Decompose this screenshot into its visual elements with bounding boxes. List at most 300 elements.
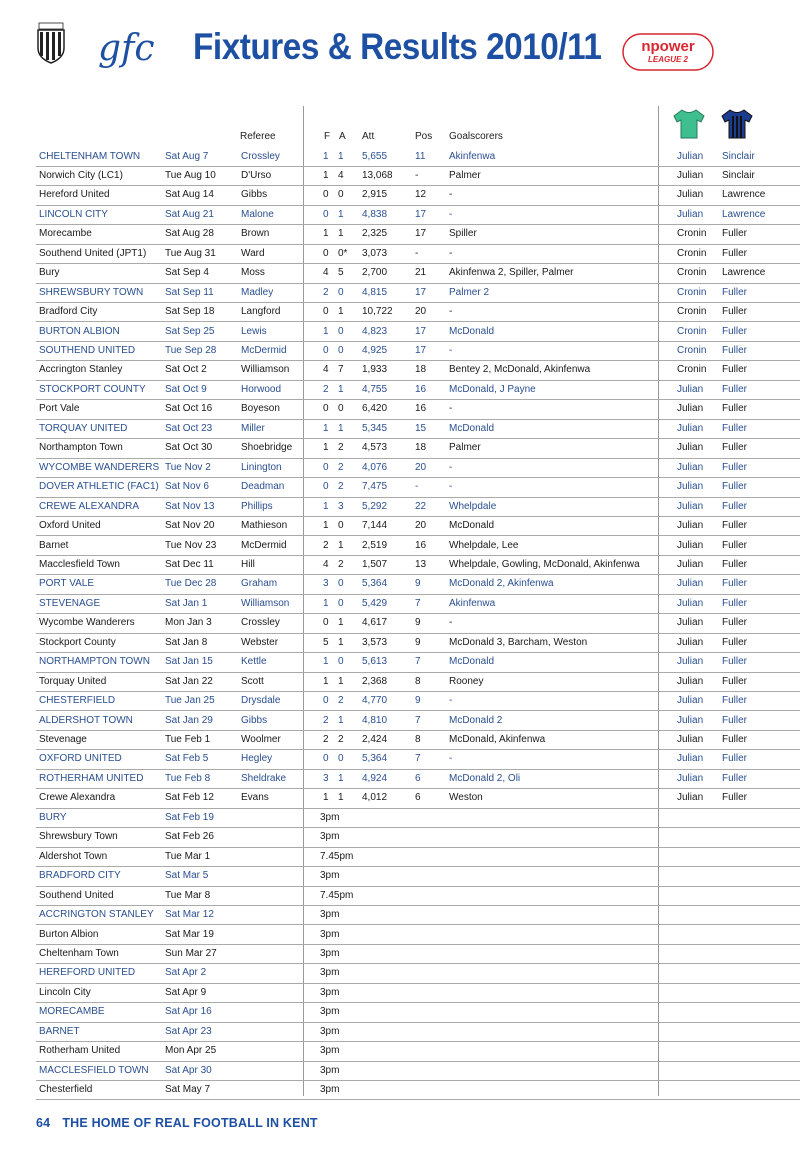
referee-name: Phillips: [241, 500, 273, 512]
match-date: Sat Jan 8: [165, 636, 208, 648]
goals-for: 1: [323, 792, 329, 804]
referee-name: Brown: [241, 228, 270, 240]
attendance: 7,144: [362, 520, 388, 532]
kit-name-away: Fuller: [722, 500, 748, 512]
goals-against: 1: [338, 422, 344, 434]
attendance: 4,770: [362, 695, 388, 707]
league-position: 17: [415, 345, 427, 356]
goalscorers: McDonald 2, Akinfenwa: [449, 578, 554, 590]
kit-name-home: Julian: [677, 578, 704, 590]
match-date: Sat Feb 26: [165, 831, 214, 843]
attendance: 2,368: [362, 675, 388, 687]
away-kit-icon: [720, 108, 754, 140]
kickoff-time: 3pm: [320, 1084, 340, 1096]
kit-name-home: Julian: [677, 500, 704, 512]
result-row: [36, 185, 800, 205]
referee-name: D'Urso: [241, 169, 272, 181]
kickoff-time: 3pm: [320, 909, 340, 921]
attendance: 10,722: [362, 306, 393, 318]
referee-name: Deadman: [241, 481, 285, 493]
goalscorers: McDonald 3, Barcham, Weston: [449, 636, 588, 648]
goalscorers: Weston: [449, 792, 483, 804]
goals-for: 1: [323, 597, 329, 609]
league-position: 16: [415, 403, 427, 415]
opponent-name: Torquay United: [39, 675, 107, 687]
match-date: Sat Nov 6: [165, 481, 209, 493]
kickoff-time: 3pm: [320, 1025, 340, 1037]
goals-against: 0: [338, 656, 344, 668]
goals-against: 0: [338, 578, 344, 590]
goals-against: 2: [338, 695, 344, 707]
goalscorers: Palmer 2: [449, 286, 490, 298]
match-date: Tue Feb 1: [165, 734, 211, 745]
goals-against: 0: [338, 403, 344, 415]
referee-name: Madley: [241, 286, 274, 298]
attendance: 7,475: [362, 481, 388, 493]
goals-against: 0: [338, 753, 344, 765]
goals-against: 0: [338, 345, 344, 356]
referee-name: Woolmer: [241, 734, 281, 745]
sponsor-name: npower: [641, 38, 695, 55]
opponent-name: CREWE ALEXANDRA: [39, 500, 140, 512]
opponent-name: Aldershot Town: [39, 850, 108, 862]
kit-name-home: Julian: [677, 636, 704, 648]
fixture-row: [36, 925, 800, 945]
goals-against: 1: [338, 150, 344, 162]
goals-against: 4: [338, 169, 344, 181]
goalscorers: -: [449, 247, 453, 259]
opponent-name: MORECAMBE: [39, 1006, 105, 1018]
goals-for: 1: [323, 150, 329, 162]
attendance: 5,292: [362, 500, 388, 512]
goals-against: 2: [338, 558, 344, 570]
goals-for: 1: [323, 422, 329, 434]
opponent-name: Shrewsbury Town: [39, 831, 118, 843]
goals-against: 2: [338, 481, 344, 493]
league-position: 9: [415, 578, 421, 590]
goalscorers: -: [449, 481, 453, 493]
league-position: 9: [415, 695, 421, 707]
kickoff-time: 3pm: [320, 1006, 340, 1018]
match-date: Sat Nov 20: [165, 520, 215, 532]
match-date: Sat Oct 2: [165, 364, 207, 376]
match-date: Tue Feb 8: [165, 772, 211, 784]
goals-for: 1: [323, 500, 329, 512]
opponent-name: Northampton Town: [39, 442, 123, 454]
attendance: 3,073: [362, 247, 388, 259]
goalscorers: -: [449, 189, 453, 201]
kit-name-away: Fuller: [722, 461, 748, 473]
kit-name-away: Fuller: [722, 792, 748, 804]
league-position: 18: [415, 364, 427, 376]
match-date: Tue Mar 1: [165, 850, 211, 862]
footer-slogan: THE HOME OF REAL FOOTBALL IN KENT: [62, 1116, 318, 1130]
league-position: 22: [415, 500, 427, 512]
goalscorers: Spiller: [449, 228, 477, 240]
goals-for: 0: [323, 481, 329, 493]
goals-for: 0: [323, 617, 329, 629]
fixture-row: [36, 905, 800, 925]
kit-name-away: Sinclair: [722, 150, 755, 162]
svg-text:gfc: gfc: [98, 28, 155, 69]
goals-for: 0: [323, 306, 329, 318]
referee-name: Hegley: [241, 753, 273, 765]
page-number: 64: [36, 1116, 51, 1130]
goalscorers: McDonald 2, Oli: [449, 772, 521, 784]
referee-name: Hill: [241, 558, 255, 570]
fixture-row: [36, 847, 800, 867]
kit-name-away: Fuller: [722, 442, 748, 454]
opponent-name: CHELTENHAM TOWN: [39, 150, 141, 162]
goals-against: 1: [338, 228, 344, 240]
goals-for: 1: [323, 325, 329, 337]
attendance: 2,325: [362, 228, 388, 240]
goalscorers: McDonald: [449, 422, 495, 434]
kit-name-home: Julian: [677, 442, 704, 454]
kit-name-home: Cronin: [677, 247, 707, 259]
attendance: 5,364: [362, 578, 388, 590]
goals-against: 0: [338, 189, 344, 201]
attendance: 13,068: [362, 169, 393, 181]
goals-for: 1: [323, 520, 329, 532]
kit-name-home: Julian: [677, 189, 704, 201]
kickoff-time: 3pm: [320, 1045, 340, 1057]
goals-for: 3: [323, 772, 329, 784]
result-row: [36, 652, 800, 672]
kit-name-away: Sinclair: [722, 169, 755, 181]
league-position: 9: [415, 617, 421, 629]
goalscorers: Whelpdale, Gowling, McDonald, Akinfenwa: [449, 558, 640, 570]
kit-name-home: Julian: [677, 403, 704, 415]
league-position: 16: [415, 539, 427, 551]
result-row: [36, 360, 800, 380]
match-date: Sat Mar 19: [165, 928, 214, 940]
goals-for: 1: [323, 442, 329, 454]
goals-for: 1: [323, 675, 329, 687]
goals-against: 2: [338, 734, 344, 745]
kit-name-away: Fuller: [722, 675, 748, 687]
opponent-name: Port Vale: [39, 403, 80, 415]
goalscorers: Akinfenwa: [449, 150, 496, 162]
referee-name: Linington: [241, 461, 282, 473]
match-date: Sun Mar 27: [165, 947, 217, 959]
match-date: Sat Jan 29: [165, 714, 213, 726]
page-header: [0, 0, 800, 100]
kit-name-away: Fuller: [722, 383, 748, 395]
kit-name-away: Fuller: [722, 539, 748, 551]
kit-name-home: Julian: [677, 714, 704, 726]
result-row: [36, 555, 800, 575]
kit-name-home: Cronin: [677, 364, 707, 376]
kit-name-away: Fuller: [722, 772, 748, 784]
col-position: Pos: [415, 131, 433, 142]
result-row: [36, 536, 800, 556]
goalscorers: -: [449, 403, 453, 415]
kit-name-away: Fuller: [722, 636, 748, 648]
opponent-name: Barnet: [39, 539, 69, 551]
goals-against: 1: [338, 714, 344, 726]
goalscorers: -: [449, 345, 453, 356]
referee-name: Evans: [241, 792, 269, 804]
goals-against: 1: [338, 772, 344, 784]
referee-name: Ward: [241, 247, 265, 259]
league-position: 20: [415, 461, 427, 473]
league-position: 12: [415, 189, 427, 201]
kit-name-home: Cronin: [677, 325, 707, 337]
opponent-name: DOVER ATHLETIC (FAC1): [39, 481, 159, 493]
referee-name: Kettle: [241, 656, 267, 668]
attendance: 4,012: [362, 792, 388, 804]
kickoff-time: 3pm: [320, 831, 340, 843]
result-row: [36, 691, 800, 711]
kickoff-time: 3pm: [320, 928, 340, 940]
fixture-row: [36, 1041, 800, 1061]
goals-against: 2: [338, 442, 344, 454]
result-row: [36, 147, 800, 167]
result-row: [36, 244, 800, 264]
goals-for: 0: [323, 461, 329, 473]
match-date: Sat Apr 23: [165, 1025, 212, 1037]
league-position: 6: [415, 792, 421, 804]
opponent-name: Macclesfield Town: [39, 558, 120, 570]
result-row: [36, 477, 800, 497]
kit-name-away: Fuller: [722, 520, 748, 532]
result-row: [36, 419, 800, 439]
league-position: 17: [415, 286, 427, 298]
league-position: 11: [415, 150, 426, 162]
kit-name-away: Lawrence: [722, 267, 766, 279]
opponent-name: Burton Albion: [39, 928, 99, 940]
league-position: -: [415, 169, 419, 181]
kit-name-away: Fuller: [722, 597, 748, 609]
kit-name-home: Julian: [677, 597, 704, 609]
match-date: Tue Aug 31: [165, 247, 216, 259]
goals-against: 0: [338, 286, 344, 298]
kit-name-home: Julian: [677, 695, 704, 707]
referee-name: Gibbs: [241, 714, 268, 726]
match-date: Sat Oct 9: [165, 383, 207, 395]
kit-name-away: Lawrence: [722, 208, 766, 220]
match-date: Sat Nov 13: [165, 500, 215, 512]
goals-for: 0: [323, 189, 329, 201]
kit-name-away: Fuller: [722, 734, 748, 745]
kit-name-away: Fuller: [722, 228, 748, 240]
match-date: Sat Sep 18: [165, 306, 215, 318]
goalscorers: Whelpdale: [449, 500, 497, 512]
kit-name-away: Fuller: [722, 364, 748, 376]
result-row: [36, 769, 800, 789]
kit-name-home: Julian: [677, 617, 704, 629]
goals-against: 1: [338, 636, 344, 648]
league-position: 8: [415, 675, 421, 687]
league-position: 15: [415, 422, 427, 434]
match-date: Sat Apr 16: [165, 1006, 212, 1018]
goals-against: 0*: [338, 247, 348, 259]
goals-against: 7: [338, 364, 344, 376]
opponent-name: Stockport County: [39, 636, 116, 648]
opponent-name: BRADFORD CITY: [39, 870, 121, 882]
league-position: 7: [415, 714, 421, 726]
goalscorers: McDonald: [449, 520, 495, 532]
opponent-name: SHREWSBURY TOWN: [39, 286, 144, 298]
match-date: Sat Feb 5: [165, 753, 209, 765]
goals-for: 1: [323, 656, 329, 668]
kit-name-home: Julian: [677, 150, 704, 162]
gfc-logo-icon: [96, 26, 172, 70]
league-position: 20: [415, 306, 427, 318]
kit-name-home: Julian: [677, 481, 704, 493]
kit-name-home: Julian: [677, 772, 704, 784]
goals-for: 0: [323, 695, 329, 707]
match-date: Mon Apr 25: [165, 1045, 217, 1057]
match-date: Sat Apr 30: [165, 1064, 212, 1076]
match-date: Tue Nov 23: [165, 539, 217, 551]
kit-name-away: Fuller: [722, 656, 748, 668]
referee-name: Williamson: [241, 364, 290, 376]
goals-against: 1: [338, 675, 344, 687]
attendance: 4,617: [362, 617, 388, 629]
attendance: 2,519: [362, 539, 388, 551]
result-row: [36, 399, 800, 419]
result-row: [36, 516, 800, 536]
league-position: 18: [415, 442, 427, 454]
attendance: 4,076: [362, 461, 388, 473]
match-date: Sat Oct 23: [165, 422, 213, 434]
match-date: Tue Mar 8: [165, 889, 211, 901]
referee-name: Lewis: [241, 325, 267, 337]
result-row: [36, 749, 800, 769]
match-date: Sat Jan 15: [165, 656, 213, 668]
kickoff-time: 3pm: [320, 967, 340, 979]
goalscorers: -: [449, 695, 453, 707]
goals-for: 5: [323, 636, 329, 648]
page-title: Fixtures & Results 2010/11: [193, 26, 602, 67]
league-position: 17: [415, 325, 427, 337]
opponent-name: Lincoln City: [39, 986, 91, 998]
goals-for: 2: [323, 286, 329, 298]
opponent-name: BURTON ALBION: [39, 325, 120, 337]
league-position: 20: [415, 520, 427, 532]
match-date: Sat Jan 22: [165, 675, 213, 687]
kit-name-home: Julian: [677, 792, 704, 804]
goalscorers: McDonald, J Payne: [449, 383, 536, 395]
opponent-name: ACCRINGTON STANLEY: [39, 909, 154, 921]
opponent-name: LINCOLN CITY: [39, 208, 108, 220]
fixture-row: [36, 983, 800, 1003]
match-date: Sat Feb 12: [165, 792, 214, 804]
fixture-row: [36, 1002, 800, 1022]
league-position: -: [415, 247, 419, 259]
result-row: [36, 788, 800, 808]
opponent-name: Rotherham United: [39, 1045, 121, 1057]
referee-name: Scott: [241, 675, 264, 687]
opponent-name: TORQUAY UNITED: [39, 422, 128, 434]
match-date: Tue Dec 28: [165, 578, 217, 590]
opponent-name: PORT VALE: [39, 578, 95, 590]
kit-name-away: Fuller: [722, 753, 748, 765]
result-row: [36, 574, 800, 594]
league-position: 7: [415, 597, 421, 609]
league-position: 16: [415, 383, 427, 395]
kickoff-time: 7.45pm: [320, 889, 354, 901]
opponent-name: MACCLESFIELD TOWN: [39, 1064, 149, 1076]
match-date: Sat Apr 9: [165, 986, 207, 998]
opponent-name: STOCKPORT COUNTY: [39, 383, 146, 395]
goals-against: 3: [338, 500, 344, 512]
referee-name: Graham: [241, 578, 278, 590]
match-date: Sat Oct 30: [165, 442, 213, 454]
referee-name: Crossley: [241, 617, 280, 629]
match-date: Sat Sep 25: [165, 325, 215, 337]
result-row: [36, 341, 800, 361]
goals-for: 1: [323, 169, 329, 181]
referee-name: Langford: [241, 306, 281, 318]
kit-name-home: Julian: [677, 461, 704, 473]
result-row: [36, 458, 800, 478]
goalscorers: Bentey 2, McDonald, Akinfenwa: [449, 364, 591, 376]
referee-name: Sheldrake: [241, 772, 287, 784]
kickoff-time: 3pm: [320, 811, 340, 823]
league-position: 13: [415, 558, 427, 570]
attendance: 4,573: [362, 442, 388, 454]
opponent-name: Oxford United: [39, 520, 101, 532]
fixture-row: [36, 886, 800, 906]
match-date: Sat Sep 11: [165, 286, 214, 298]
result-row: [36, 263, 800, 283]
goals-for: 4: [323, 364, 329, 376]
referee-name: Shoebridge: [241, 442, 293, 454]
goalscorers: -: [449, 306, 453, 318]
kit-name-away: Fuller: [722, 345, 748, 356]
kit-name-away: Fuller: [722, 325, 748, 337]
match-date: Sat Aug 14: [165, 189, 214, 201]
fixture-row: [36, 1061, 800, 1081]
league-position: 21: [415, 267, 427, 279]
kickoff-time: 3pm: [320, 986, 340, 998]
kickoff-time: 3pm: [320, 1064, 340, 1076]
match-date: Sat May 7: [165, 1084, 211, 1096]
goals-for: 4: [323, 267, 329, 279]
attendance: 1,933: [362, 364, 388, 376]
col-for: F: [324, 131, 331, 142]
attendance: 1,507: [362, 558, 388, 570]
match-date: Sat Aug 21: [165, 208, 214, 220]
referee-name: Moss: [241, 267, 265, 279]
goalscorers: -: [449, 461, 453, 473]
result-row: [36, 633, 800, 653]
home-kit-icon: [672, 108, 706, 140]
kit-name-away: Fuller: [722, 422, 748, 434]
goals-for: 0: [323, 247, 329, 259]
match-date: Mon Jan 3: [165, 617, 212, 629]
referee-name: Webster: [241, 636, 279, 648]
col-against: A: [339, 131, 346, 142]
goals-against: 1: [338, 383, 344, 395]
goals-for: 2: [323, 539, 329, 551]
goals-for: 0: [323, 403, 329, 415]
result-row: [36, 730, 800, 750]
goalscorers: -: [449, 753, 453, 765]
kickoff-time: 7.45pm: [320, 850, 354, 862]
fixture-row: [36, 866, 800, 886]
referee-name: Mathieson: [241, 520, 288, 532]
league-position: 17: [415, 208, 427, 220]
attendance: 4,924: [362, 772, 388, 784]
kit-name-home: Julian: [677, 675, 704, 687]
opponent-name: ALDERSHOT TOWN: [39, 714, 133, 726]
match-date: Sat Mar 5: [165, 870, 209, 882]
result-row: [36, 594, 800, 614]
